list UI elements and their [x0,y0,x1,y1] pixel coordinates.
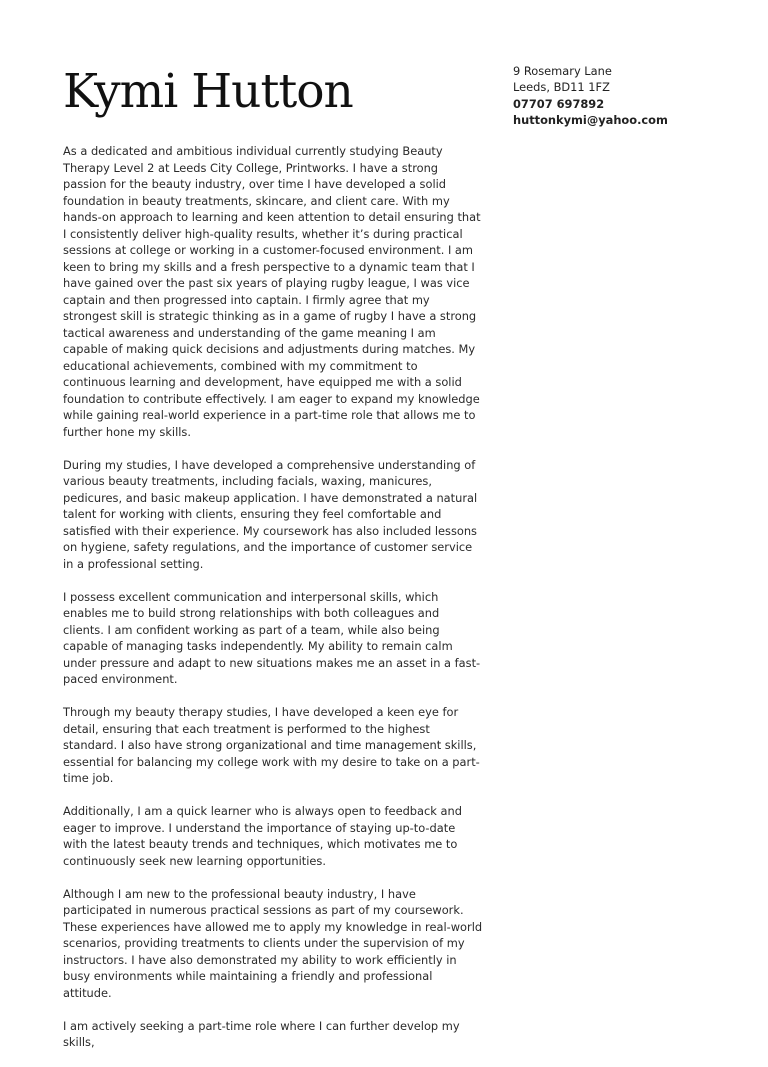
body-paragraph: Although I am new to the professional beauty industry, I have participated in numerous practical sessions as part of my coursework. These experiences have allowed me to apply my knowledge in real-world scenarios, providing treatments to clients under the supervision of my instructors. I have also demonstrated my ability to work efficiently in busy environments while maintaining a friendly and professional attitude. [63,886,483,1000]
applicant-name: Kymi Hutton [63,64,353,119]
email-address: huttonkymi@yahoo.com [513,113,668,128]
address-line-1: 9 Rosemary Lane [513,64,612,78]
body-paragraph: As a dedicated and ambitious individual currently studying Beauty Therapy Level 2 at Leeds City College, Printworks. I have a strong passion for the beauty industry, over time I have developed a solid foundation in beauty treatments, skincare, and client care. With my hands-on approach to learning and keen attention to detail ensuring that I consistently deliver high-quality results, whether it’s during practical sessions at college or working in a customer-focused environment. I am keen to bring my skills and a fresh perspective to a dynamic team that I have gained over the past six years of playing rugby league, I was vice captain and then progressed into captain. I firmly agree that my strongest skill is strategic thinking as in a game of rugby I have a strong tactical awareness and understanding of the game meaning I am capable of making quick decisions and adjustments during matches. My educational achievements, combined with my commitment to continuous learning and development, have equipped me with a solid foundation to contribute effectively. I am eager to expand my knowledge while gaining real-world experience in a part-time role that allows me to further hone my skills. [63,144,481,439]
body-paragraph: During my studies, I have developed a comprehensive understanding of various beauty treatments, including facials, waxing, manicures, pedicures, and basic makeup application. I have demonstrated a natural talent for working with clients, ensuring they feel comfortable and satisfied with their experience. My coursework has also included lessons on hygiene, safety regulations, and the importance of customer service in a professional setting. [63,457,478,571]
body-paragraph: I am actively seeking a part-time role where I can further develop my skills, [63,1018,460,1049]
body-paragraph: I possess excellent communication and interpersonal skills, which enables me to build strong relationships with both colleagues and clients. I am confident working as part of a team, while also being capable of managing tasks independently. My ability to remain calm under pressure and adapt to new situations makes me an asset in a fast-paced environment. [63,589,481,686]
letter-body [63,143,483,1067]
phone-number: 07707 697892 [513,96,605,111]
body-paragraph: Through my beauty therapy studies, I have developed a keen eye for detail, ensuring that each treatment is performed to the highest standard. I also have strong organizational and time management skills, essential for balancing my college work with my desire to take on a part-time job. [63,705,480,785]
body-paragraph: Additionally, I am a quick learner who is always open to feedback and eager to improve. I understand the importance of staying up-to-date with the latest beauty trends and techniques, which motivates me to continuously seek new learning opportunities. [63,804,462,868]
contact-block [513,63,753,129]
address-line-2: Leeds, BD11 1FZ [513,80,610,95]
